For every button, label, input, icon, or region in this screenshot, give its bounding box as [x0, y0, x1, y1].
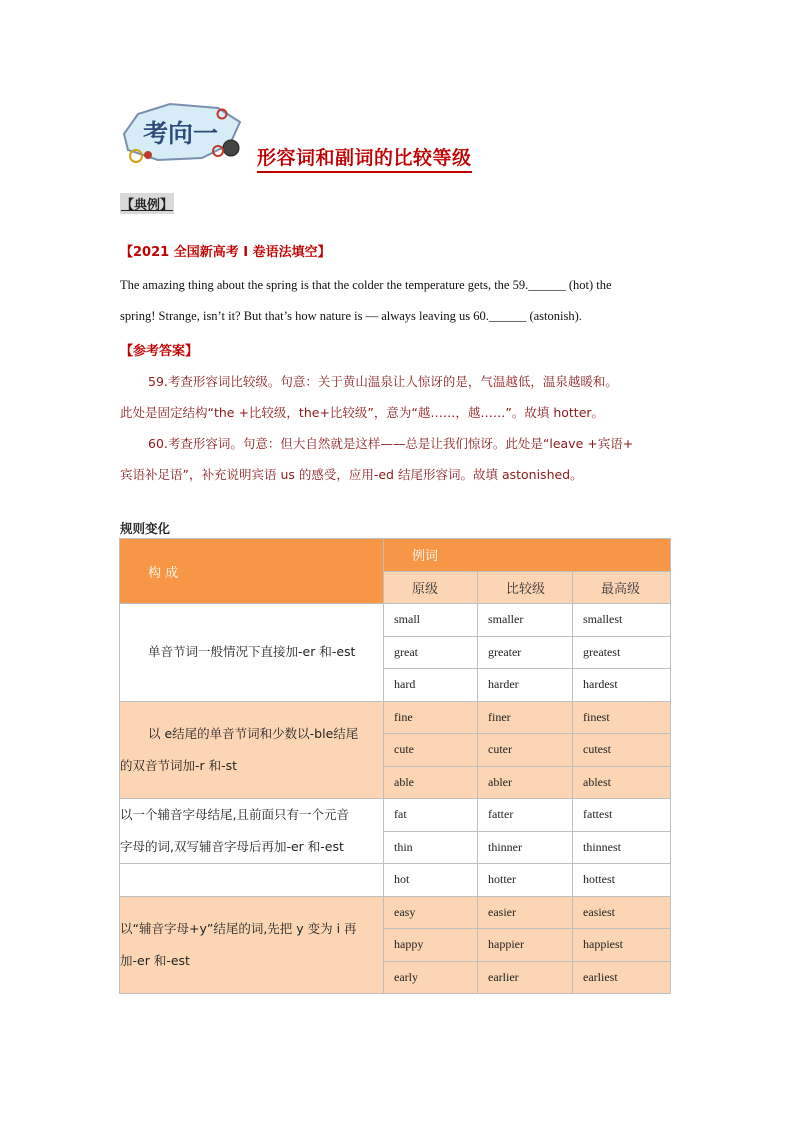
- rule-cell: [120, 701, 384, 799]
- positive-cell: easy: [384, 896, 478, 929]
- table-row: [120, 896, 671, 929]
- positive-cell: great: [384, 636, 478, 669]
- comparative-cell: harder: [478, 669, 573, 702]
- rule-text: 的双音节词加-r 和-st: [120, 757, 238, 773]
- answer-line: 60.考查形容词。句意：但大自然就是这样——总是让我们惊讶。此处是“leave +宾语+: [148, 436, 634, 451]
- superlative-cell: smallest: [573, 604, 671, 637]
- question-line: The amazing thing about the spring is that the colder the temperature gets, the 59.______ (hot) the: [120, 278, 612, 292]
- header-superlative: 最高级: [573, 571, 671, 604]
- superlative-cell: hardest: [573, 669, 671, 702]
- table-row: [120, 604, 671, 637]
- superlative-cell: earliest: [573, 961, 671, 994]
- table-row: [120, 701, 671, 734]
- comparative-cell: fatter: [478, 799, 573, 832]
- comparative-cell: earlier: [478, 961, 573, 994]
- header-structure: 构 成: [120, 539, 384, 604]
- comparative-cell: cuter: [478, 734, 573, 767]
- comparative-cell: abler: [478, 766, 573, 799]
- superlative-cell: happiest: [573, 929, 671, 962]
- rule-cell: [120, 864, 384, 897]
- positive-cell: thin: [384, 831, 478, 864]
- rule-text: 字母的词,双写辅音字母后再加-er 和-est: [120, 839, 344, 854]
- positive-cell: small: [384, 604, 478, 637]
- comparative-cell: thinner: [478, 831, 573, 864]
- rule-cell: [120, 604, 384, 702]
- section-badge: [118, 100, 248, 164]
- superlative-cell: finest: [573, 701, 671, 734]
- comparative-cell: greater: [478, 636, 573, 669]
- comparative-cell: easier: [478, 896, 573, 929]
- comparative-cell: hotter: [478, 864, 573, 897]
- rule-cell: [120, 799, 384, 864]
- table-row: [120, 864, 671, 897]
- positive-cell: cute: [384, 734, 478, 767]
- rule-cell: [120, 896, 384, 994]
- exam-source-title: 【2021 全国新高考 I 卷语法填空】: [120, 245, 331, 260]
- header-comparative: 比较级: [478, 571, 573, 604]
- example-tag: 【典例】: [120, 193, 174, 214]
- comparison-rules-table: [119, 538, 671, 994]
- header-examples: 例词: [384, 539, 671, 572]
- badge-text: 考向一: [143, 119, 219, 148]
- positive-cell: happy: [384, 929, 478, 962]
- answer-line: 此处是固定结构“the +比较级，the+比较级”，意为“越……，越……”。故填 hotter。: [120, 405, 605, 420]
- superlative-cell: hottest: [573, 864, 671, 897]
- comparative-cell: happier: [478, 929, 573, 962]
- superlative-cell: fattest: [573, 799, 671, 832]
- table-caption: 规则变化: [120, 521, 171, 536]
- question-line: spring! Strange, isn’t it? But that’s how nature is — always leaving us 60.______ (astonish).: [120, 309, 582, 323]
- positive-cell: hard: [384, 669, 478, 702]
- section-title: 形容词和副词的比较等级: [257, 143, 472, 173]
- positive-cell: fine: [384, 701, 478, 734]
- answer-heading: 【参考答案】: [120, 344, 199, 359]
- header-positive: 原级: [384, 571, 478, 604]
- superlative-cell: greatest: [573, 636, 671, 669]
- rule-text: 加-er 和-est: [120, 952, 190, 968]
- rule-text: 以“辅音字母+y”结尾的词,先把 y 变为 i 再: [120, 920, 357, 936]
- answer-line: 59.考查形容词比较级。句意：关于黄山温泉让人惊讶的是，气温越低，温泉越暖和。: [148, 374, 618, 389]
- superlative-cell: thinnest: [573, 831, 671, 864]
- answer-line: 宾语补足语”，补充说明宾语 us 的感受，应用-ed 结尾形容词。故填 astonished。: [120, 467, 583, 482]
- superlative-cell: easiest: [573, 896, 671, 929]
- rule-text: 以 e结尾的单音节词和少数以-ble结尾: [148, 725, 359, 741]
- superlative-cell: cutest: [573, 734, 671, 767]
- superlative-cell: ablest: [573, 766, 671, 799]
- rule-text: 单音节词一般情况下直接加-er 和-est: [148, 644, 356, 660]
- positive-cell: able: [384, 766, 478, 799]
- positive-cell: hot: [384, 864, 478, 897]
- positive-cell: early: [384, 961, 478, 994]
- table-row: [120, 799, 671, 832]
- rule-text: 以一个辅音字母结尾,且前面只有一个元音: [120, 807, 349, 822]
- comparative-cell: finer: [478, 701, 573, 734]
- comparative-cell: smaller: [478, 604, 573, 637]
- positive-cell: fat: [384, 799, 478, 832]
